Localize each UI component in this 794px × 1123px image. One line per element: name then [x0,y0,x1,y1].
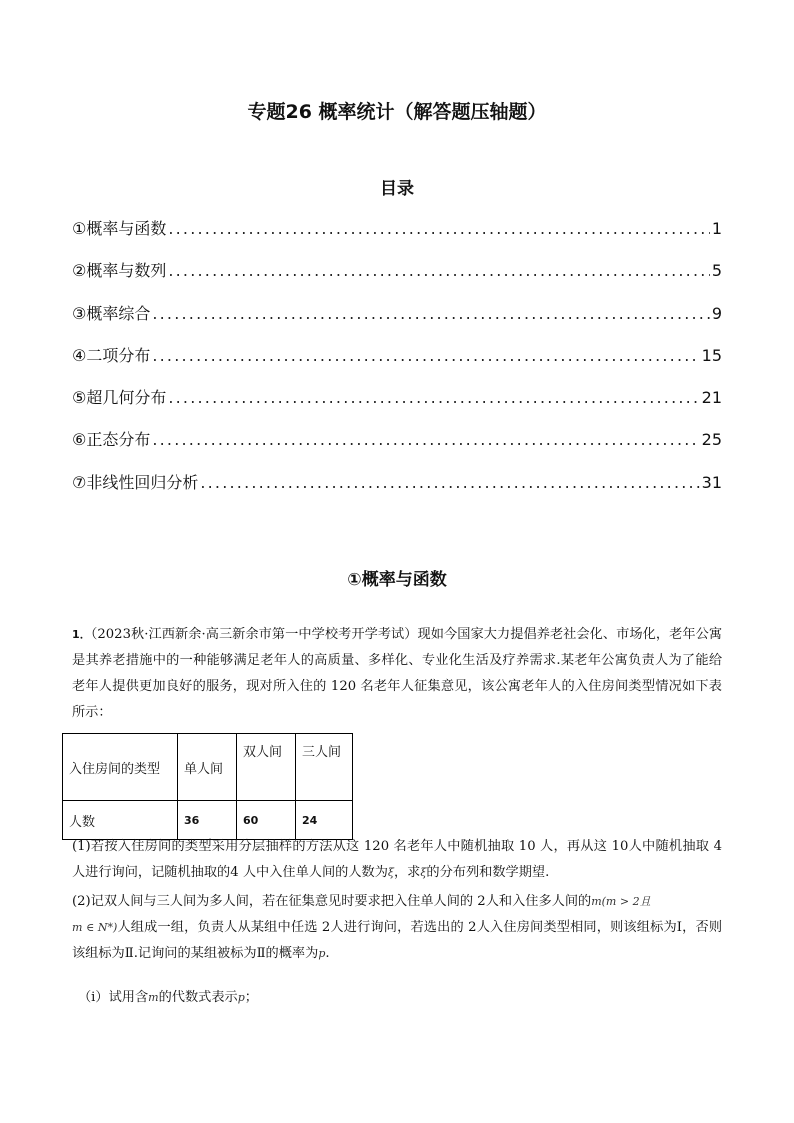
section-heading: ①概率与函数 [347,570,447,590]
toc-item-label: ①概率与函数 [72,219,167,238]
toc-item-label: ③概率综合 [72,303,151,323]
math-variable: ξ [387,866,394,879]
room-type-table [62,733,353,840]
toc-item[interactable] [72,343,722,385]
toc-item-page: 1 [711,219,722,238]
question-text: 的分布列和数学期望. [426,865,550,880]
table-header-cell: 单人间 [178,734,237,801]
question-text: ； [244,990,258,1005]
toc-leader-dots [152,430,699,449]
toc-item[interactable] [72,258,722,300]
toc-leader-dots [168,261,709,280]
toc-item-label: ⑥正态分布 [72,430,151,450]
toc-item-page: 5 [711,261,722,281]
question-text: ，求 [393,865,421,880]
page-title: 专题26 概率统计（解答题压轴题） [247,101,547,123]
table-header-cell: 双人间 [237,734,296,801]
toc-item-page: 31 [701,472,722,492]
question-1 [72,834,722,886]
math-variable: p [237,991,245,1004]
math-variable: m [148,991,159,1004]
toc-item-page: 21 [701,388,722,408]
table-cell: 24 [296,801,353,840]
math-condition: (m > 2且 [601,895,651,908]
math-condition: m ∈ N*) [72,921,118,934]
toc-item[interactable] [72,427,722,469]
toc-leader-dots [168,388,699,407]
table-cell: 60 [237,801,296,840]
toc-item-label: ⑤超几何分布 [72,388,167,408]
toc-item[interactable] [72,301,722,343]
table-header-cell: 入住房间的类型 [63,734,178,801]
table-of-contents [72,216,722,512]
toc-item-page: 25 [701,430,722,450]
toc-item-page: 9 [711,303,722,323]
question-2-i [78,985,728,1011]
table-row-label: 人数 [63,801,178,840]
math-variable: ξ [420,866,427,879]
question-text: （i）试用含 [78,990,149,1005]
toc-item-page: 15 [701,345,722,365]
table-header-cell: 三人间 [296,734,353,801]
toc-item-label: ⑦非线性回归分析 [72,472,199,492]
question-text: 的代数式表示 [158,990,238,1005]
toc-item[interactable] [72,385,722,427]
toc-leader-dots [152,304,709,323]
problem-intro [72,622,722,726]
question-text: (2)记双人间与三人间为多人间，若在征集意见时要求把入住单人间的 2人和入住多人间的 [72,894,592,909]
table-cell: 36 [178,801,237,840]
toc-heading: 目录 [380,179,414,199]
math-variable: p [318,947,326,960]
table-row [63,734,353,801]
problem-number: 1． [72,628,91,641]
question-text: 人组成一组，负责人从某组中任选 2人进行询问，若选出的 2人入住房间类型相同，则该组标为Ⅰ，否则该组标为Ⅱ.记询问的某组被标为Ⅱ的概率为 [72,920,723,961]
toc-item[interactable] [72,216,722,258]
toc-leader-dots [152,346,699,365]
question-text: . [325,946,330,961]
toc-leader-dots [168,219,709,238]
problem-intro-text: 现如今国家大力提倡养老社会化、市场化，老年公寓是其养老措施中的一种能够满足老年人的高质量、多样化、专业化生活及疗养需求.某老年公寓负责人为了能给老年人提供更加良好的服务，现对所入住的 120 名老年人征集意见，该公寓老年人的入住房间类型情况如下表所示： [72,627,723,720]
math-variable: m [591,895,602,908]
question-text: (1)若按入住房间的类型采用分层抽样的方法从这 120 名老年人中随机抽取 10 人，再从这 10人中随机抽取 4 人进行询问，记随机抽取的4 人中入住单人间的人数为 [72,839,722,880]
toc-item-label: ②概率与数列 [72,261,167,281]
toc-item[interactable] [72,470,722,512]
problem-source: （2023秋·江西新余·高三新余市第一中学校考开学考试） [90,627,418,642]
question-2 [72,889,722,967]
toc-item-label: ④二项分布 [72,345,151,365]
toc-leader-dots [200,473,699,492]
